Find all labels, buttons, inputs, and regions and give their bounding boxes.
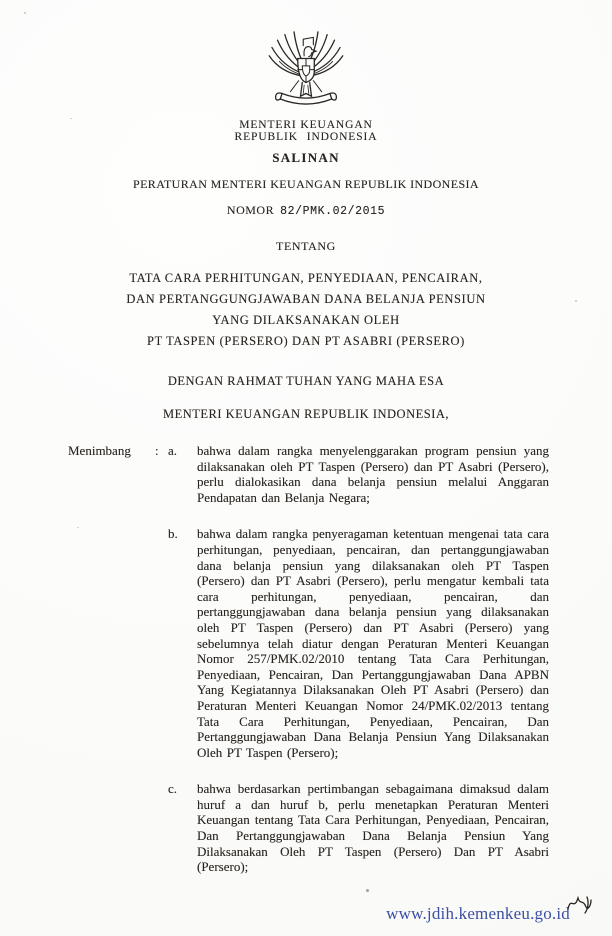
considerations-colon: : xyxy=(155,443,159,458)
subject-line: DAN PERTANGGUNGJAWABAN DANA BELANJA PENSIUN xyxy=(126,292,486,306)
subject-line: TATA CARA PERHITUNGAN, PENYEDIAAN, PENCAIRAN, xyxy=(129,271,483,285)
item-letter: c. xyxy=(168,781,178,797)
regulation-title: PERATURAN MENTERI KEUANGAN REPUBLIK INDONESIA xyxy=(133,177,479,191)
handwritten-initials-mark xyxy=(566,894,594,921)
item-letter: b. xyxy=(168,526,178,542)
scan-noise xyxy=(575,300,577,302)
about-label: TENTANG xyxy=(276,239,336,253)
scan-noise xyxy=(24,12,26,14)
consideration-item-a xyxy=(168,443,549,505)
copy-stamp-label: SALINAN xyxy=(272,150,340,165)
ministry-country: REPUBLIK INDONESIA xyxy=(234,131,378,143)
page-footer xyxy=(386,894,594,924)
issuer-line: MENTERI KEUANGAN REPUBLIK INDONESIA, xyxy=(162,407,450,421)
number-label: NOMOR xyxy=(226,203,275,217)
scan-noise xyxy=(366,889,369,892)
considerations-section xyxy=(0,443,612,875)
letterhead xyxy=(0,0,612,422)
number-value: 82/PMK.02/2015 xyxy=(280,205,386,218)
regulation-subject xyxy=(0,268,612,352)
item-letter: a. xyxy=(168,443,178,458)
garuda-pancasila-icon xyxy=(260,28,352,118)
item-text: bahwa dalam rangka menyelenggarakan program pensiun yang dilaksanakan oleh PT Taspen (Persero) dan PT Asabri (Persero), perlu dialokasikan dana belanja pensiun melalui Anggaran Pendapatan dan Belanja Negara; xyxy=(197,443,549,505)
item-text: bahwa berdasarkan pertimbangan sebagaimana dimaksud dalam huruf a dan huruf b, perlu menetapkan Peraturan Menteri Keuangan tentang Tata Cara Perhitungan, Penyediaan, Pencairan, Dan Pertanggungjawaban Dana Belanja Pensiun Yang Dilaksanakan Oleh PT Taspen (Persero) Dan PT Asabri (Persero); xyxy=(197,781,549,875)
regulation-number-line xyxy=(0,203,612,218)
scan-noise xyxy=(77,527,79,528)
item-text: bahwa dalam rangka penyeragaman ketentuan mengenai tata cara perhitungan, penyediaan, pencairan, dan pertanggungjawaban dana belanja pensiun yang dilaksanakan oleh PT Taspen (Persero) dan PT Asabri (Persero), perlu mengatur kembali tata cara perhitungan, penyediaan, pencairan, dan pertanggungjawaban dana belanja pensiun yang dilaksanakan oleh PT Taspen (Persero) dan PT Asabri (Persero) yang sebelumnya telah diatur dengan Peraturan Menteri Keuangan Nomor 257/PMK.02/2010 tentang Tata Cara Perhitungan, Penyediaan, Pencairan, Dan Pertanggungjawaban Dana APBN Yang Kegiatannya Dilaksanakan Oleh PT Asabri (Persero) dan Peraturan Menteri Keuangan Nomor 24/PMK.02/2013 tentang Tata Cara Perhitungan, Penyediaan, Pencairan, Dan Pertanggungjawaban Dana Belanja Pensiun Yang Dilaksanakan Oleh PT Taspen (Persero); xyxy=(197,526,549,760)
consideration-item-c xyxy=(168,781,549,875)
scan-noise xyxy=(70,118,72,119)
considerations-label: Menimbang xyxy=(68,443,131,458)
subject-line: YANG DILAKSANAKAN OLEH xyxy=(212,313,400,327)
jdih-watermark-link[interactable]: www.jdih.kemenkeu.go.id xyxy=(386,904,570,923)
invocation-line: DENGAN RAHMAT TUHAN YANG MAHA ESA xyxy=(167,374,445,388)
consideration-item-b xyxy=(168,526,549,760)
ministry-name: MENTERI KEUANGAN xyxy=(239,119,373,131)
subject-line: PT TASPEN (PERSERO) DAN PT ASABRI (PERSERO) xyxy=(147,334,465,348)
